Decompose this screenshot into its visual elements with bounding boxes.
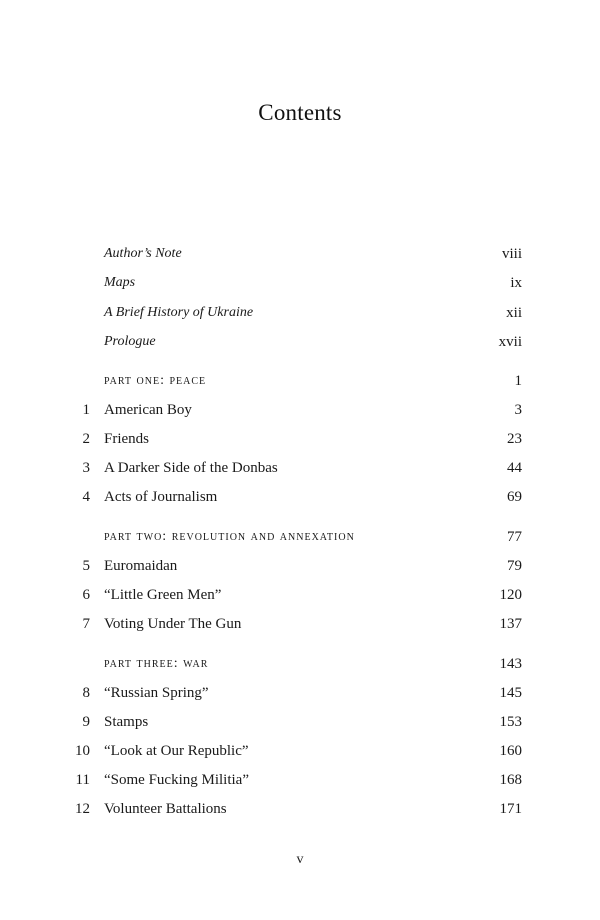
toc-chapter-row <box>0 685 600 709</box>
entry-title: A Brief History of Ukraine <box>104 305 254 320</box>
chapter-number: 10 <box>75 743 90 759</box>
entry-page-number: 23 <box>507 431 522 447</box>
entry-title: A Darker Side of the Donbas <box>104 460 278 476</box>
entry-page-number: 145 <box>499 685 522 701</box>
entry-page-number: 44 <box>507 460 522 476</box>
entry-page-number: 137 <box>499 616 522 632</box>
entry-title: Acts of Journalism <box>104 489 218 505</box>
toc-chapter-row <box>0 489 600 513</box>
entry-title: Author’s Note <box>104 246 182 261</box>
entry-page-number: 120 <box>499 587 522 603</box>
toc-chapter-row <box>0 402 600 426</box>
chapter-number: 2 <box>82 431 90 447</box>
entry-title: Volunteer Battalions <box>104 801 227 817</box>
entry-page-number: 171 <box>499 801 522 817</box>
entry-title: Maps <box>104 275 136 290</box>
page-title: Contents <box>258 100 342 125</box>
toc-front-matter-item <box>0 246 600 270</box>
entry-title: American Boy <box>104 402 192 418</box>
toc-part-heading <box>0 373 600 397</box>
entry-page-number: 160 <box>499 743 522 759</box>
toc-chapter-row <box>0 714 600 738</box>
entry-page-number: 1 <box>514 373 522 389</box>
entry-page-number: 143 <box>499 656 522 672</box>
toc-front-matter-item <box>0 275 600 299</box>
entry-title: Stamps <box>104 714 149 730</box>
entry-page-number: 69 <box>507 489 522 505</box>
toc-chapter-row <box>0 772 600 796</box>
entry-title: “Russian Spring” <box>104 685 209 701</box>
toc-front-matter-item <box>0 305 600 329</box>
toc-chapter-row <box>0 801 600 825</box>
chapter-number: 1 <box>82 402 90 418</box>
entry-page-number: ix <box>510 275 522 291</box>
toc-part-heading <box>0 656 600 680</box>
chapter-number: 4 <box>82 489 90 505</box>
entry-title: part one: peace <box>104 373 207 388</box>
toc-chapter-row <box>0 558 600 582</box>
toc-chapter-row <box>0 587 600 611</box>
chapter-number: 3 <box>82 460 90 476</box>
entry-title: “Little Green Men” <box>104 587 222 603</box>
chapter-number: 7 <box>82 616 90 632</box>
chapter-number: 9 <box>82 714 90 730</box>
toc-front-matter-item <box>0 334 600 358</box>
entry-title: part three: war <box>104 656 209 671</box>
toc-chapter-row <box>0 431 600 455</box>
entry-title: Friends <box>104 431 149 447</box>
entry-page-number: 79 <box>507 558 522 574</box>
chapter-number: 8 <box>82 685 90 701</box>
entry-page-number: xvii <box>498 334 522 350</box>
toc-part-heading <box>0 529 600 553</box>
entry-page-number: xii <box>506 305 522 321</box>
entry-page-number: 168 <box>499 772 522 788</box>
entry-title: “Look at Our Republic” <box>104 743 249 759</box>
chapter-number: 6 <box>82 587 90 603</box>
chapter-number: 12 <box>75 801 90 817</box>
entry-title: Euromaidan <box>104 558 178 574</box>
toc-chapter-row <box>0 743 600 767</box>
entry-title: part two: revolution and annexation <box>104 529 355 544</box>
entry-page-number: 153 <box>499 714 522 730</box>
entry-title: “Some Fucking Militia” <box>104 772 249 788</box>
chapter-number: 11 <box>75 772 90 788</box>
page-folio: v <box>296 852 304 867</box>
toc-chapter-row <box>0 460 600 484</box>
entry-page-number: 3 <box>514 402 522 418</box>
chapter-number: 5 <box>82 558 90 574</box>
entry-page-number: viii <box>501 246 522 262</box>
entry-title: Prologue <box>104 334 156 349</box>
entry-page-number: 77 <box>507 529 522 545</box>
entry-title: Voting Under The Gun <box>104 616 242 632</box>
toc-chapter-row <box>0 616 600 640</box>
